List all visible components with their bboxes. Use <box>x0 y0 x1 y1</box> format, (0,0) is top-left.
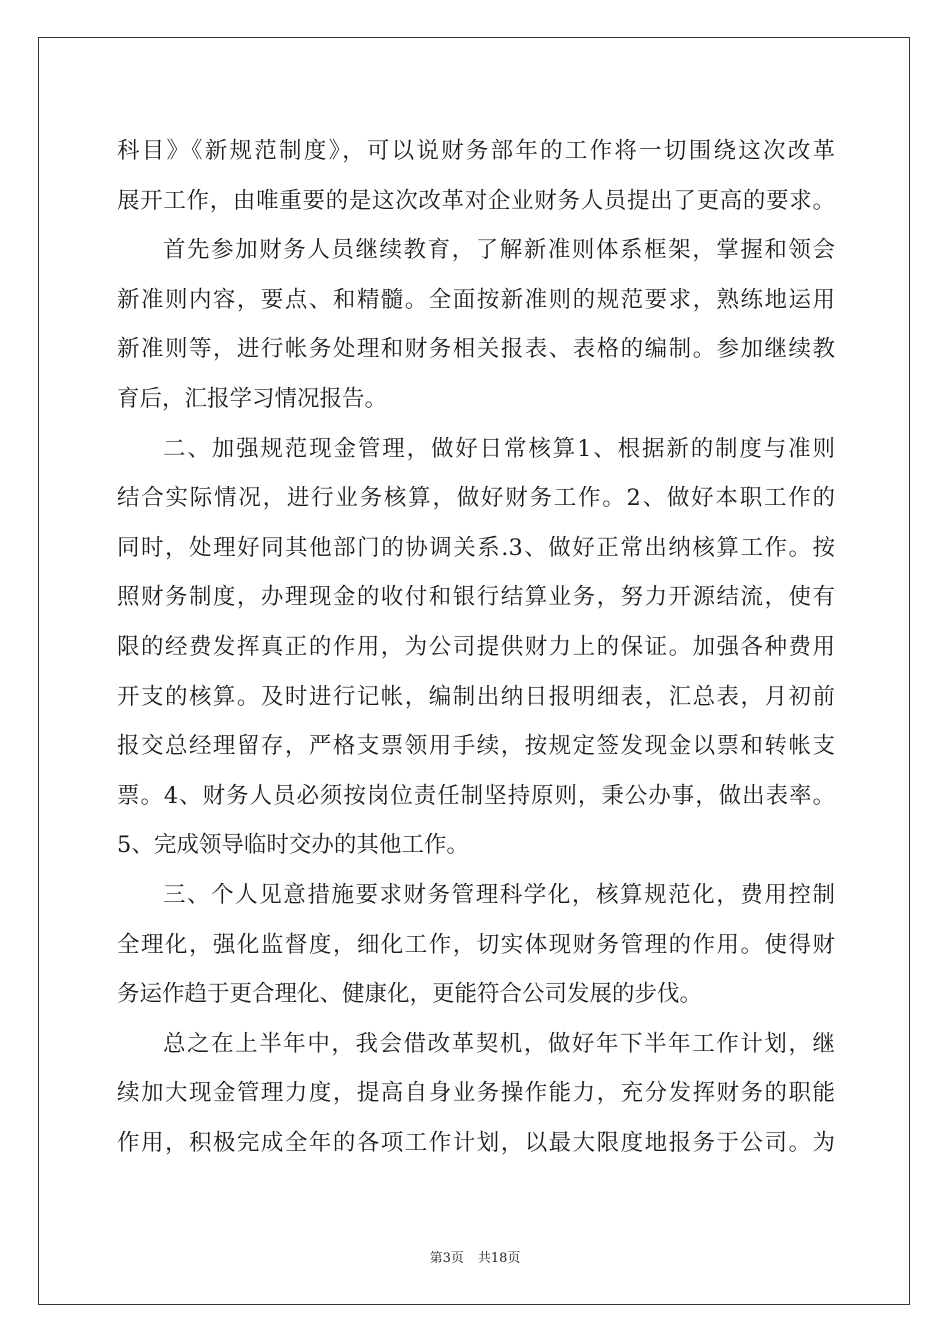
text-line: 总之在上半年中，我会借改革契机，做好年下半年工作计划，继 <box>163 1030 835 1057</box>
text-line: 报交总经理留存，严格支票领用手续，按规定签发现金以票和转帐支 <box>117 733 835 760</box>
page-number: 第3页 <box>429 1251 464 1266</box>
document-body <box>117 127 835 1168</box>
text-line: 作用，积极完成全年的各项工作计划，以最大限度地报务于公司。为 <box>117 1129 835 1156</box>
text-line: 续加大现金管理力度，提高自身业务操作能力，充分发挥财务的职能 <box>117 1080 835 1107</box>
text-line: 全理化，强化监督度，细化工作，切实体现财务管理的作用。使得财 <box>117 931 835 958</box>
text-line: 新准则等，进行帐务处理和财务相关报表、表格的编制。参加继续教 <box>117 336 835 363</box>
text-line: 三、个人见意措施要求财务管理科学化，核算规范化，费用控制 <box>163 881 835 908</box>
text-line: 同时，处理好同其他部门的协调关系.3、做好正常出纳核算工作。按 <box>117 534 835 561</box>
text-line: 首先参加财务人员继续教育，了解新准则体系框架，掌握和领会 <box>163 237 835 264</box>
text-line: 展开工作，由唯重要的是这次改革对企业财务人员提出了更高的要求。 <box>117 187 835 214</box>
text-line: 新准则内容，要点、和精髓。全面按新准则的规范要求，熟练地运用 <box>117 286 835 313</box>
text-line: 务运作趋于更合理化、健康化，更能符合公司发展的步伐。 <box>117 981 703 1008</box>
text-line: 限的经费发挥真正的作用，为公司提供财力上的保证。加强各种费用 <box>117 633 835 660</box>
text-line: 结合实际情况，进行业务核算，做好财务工作。2、做好本职工作的 <box>117 485 835 512</box>
text-line: 二、加强规范现金管理，做好日常核算1、根据新的制度与准则 <box>163 435 835 462</box>
text-line: 开支的核算。及时进行记帐，编制出纳日报明细表，汇总表，月初前 <box>117 683 835 710</box>
text-line: 票。4、财务人员必须按岗位责任制坚持原则，秉公办事，做出表率。 <box>117 782 835 809</box>
text-line: 5、完成领导临时交办的其他工作。 <box>117 832 469 859</box>
text-line: 照财务制度，办理现金的收付和银行结算业务，努力开源结流，使有 <box>117 584 835 611</box>
text-line: 科目》《新规范制度》，可以说财务部年的工作将一切围绕这次改革 <box>117 138 835 164</box>
text-line: 育后，汇报学习情况报告。 <box>117 385 388 412</box>
page-total: 共18页 <box>477 1251 521 1266</box>
page-footer <box>0 1247 950 1266</box>
